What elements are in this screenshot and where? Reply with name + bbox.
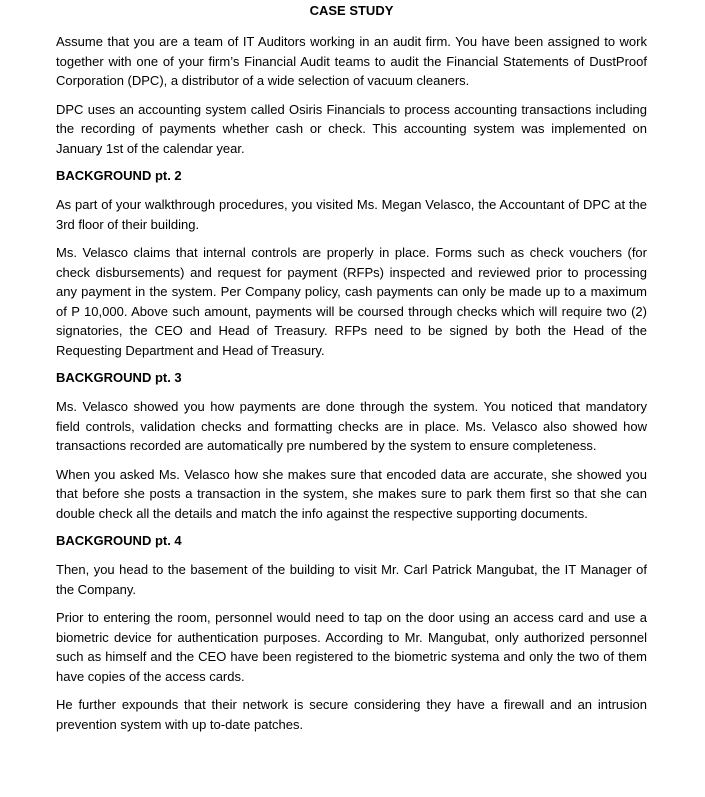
section-heading: BACKGROUND pt. 2 — [56, 168, 182, 183]
section-paragraph: He further expounds that their network is secure considering they have a firewall and an intrusion prevention system with up to-date patches. — [56, 697, 647, 732]
intro-paragraph: Assume that you are a team of IT Auditors working in an audit firm. You have been assigned to work together with one of your firm’s Financial Audit teams to audit the Financial Statements of DustProof Corporation (DPC), a distributor of a wide selection of vacuum cleaners. — [56, 34, 647, 88]
section-paragraph: As part of your walkthrough procedures, you visited Ms. Megan Velasco, the Accountant of DPC at the 3rd floor of their building. — [56, 197, 647, 232]
section-heading: BACKGROUND pt. 3 — [56, 370, 182, 385]
section-paragraph: Ms. Velasco showed you how payments are done through the system. You noticed that mandatory field controls, validation checks and formatting checks are in place. Ms. Velasco also showed how transactions recorded are automatically pre numbered by the system to ensure completeness. — [56, 399, 647, 453]
section-paragraph: Ms. Velasco claims that internal controls are properly in place. Forms such as check vouchers (for check disbursements) and request for payment (RFPs) inspected and reviewed prior to processing any payment in the system. Per Company policy, cash payments can only be made up to a maximum of P 10,000. Above such amount, payments will be coursed through checks which will require two (2) signatories, the CEO and Head of Treasury. RFPs need to be signed by both the Head of the Requesting Department and Head of Treasury. — [56, 245, 647, 358]
section-paragraph: Prior to entering the room, personnel would need to tap on the door using an access card and use a biometric device for authentication purposes. According to Mr. Mangubat, only authorized personnel such as himself and the CEO have been registered to the biometric systema and only the two of them have copies of the access cards. — [56, 610, 647, 684]
section-paragraph: When you asked Ms. Velasco how she makes sure that encoded data are accurate, she showed you that before she posts a transaction in the system, she makes sure to park them first so that she can double check all the details and match the info against the respective supporting documents. — [56, 466, 647, 521]
section-heading: BACKGROUND pt. 4 — [56, 533, 182, 548]
section-paragraph: Then, you head to the basement of the building to visit Mr. Carl Patrick Mangubat, the IT Manager of the Company. — [56, 562, 647, 597]
intro-paragraph: DPC uses an accounting system called Osiris Financials to process accounting transactions including the recording of payments whether cash or check. This accounting system was implemented on January 1st of the calendar year. — [56, 101, 647, 156]
document-title: CASE STUDY — [309, 3, 394, 18]
